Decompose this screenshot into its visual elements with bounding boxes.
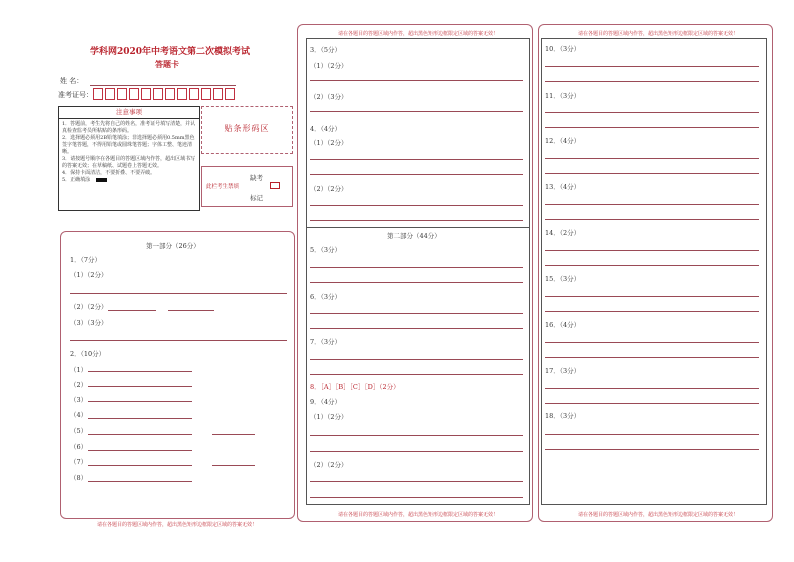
answer-line[interactable]	[310, 359, 523, 360]
answer-line[interactable]	[88, 401, 192, 402]
q2-sub-label: （1）	[70, 366, 88, 374]
answer-line[interactable]	[70, 293, 287, 294]
answer-line[interactable]	[310, 451, 523, 452]
warning-bottom-right: 请在各题目的答题区域内作答，超出黑色矩形边框限定区域的答案无效！	[577, 512, 739, 518]
exam-subtitle: 答题卡	[155, 59, 179, 69]
answer-line[interactable]	[310, 497, 523, 498]
q1-1-label: （1）（2分）	[70, 271, 108, 279]
answer-line[interactable]	[88, 371, 192, 372]
q9-2-label: （2）（2分）	[310, 461, 348, 469]
q16-label: 16．（4分）	[545, 321, 581, 329]
filled-mark-icon	[96, 178, 107, 182]
answer-line[interactable]	[545, 204, 759, 205]
part2-title: 第二部分（44分）	[387, 232, 441, 240]
q6-label: 6．（3分）	[310, 293, 342, 301]
q4-label: 4．（4分）	[310, 125, 342, 133]
q17-label: 17．（3分）	[545, 367, 581, 375]
barcode-area	[201, 106, 293, 154]
notice-box	[58, 106, 200, 211]
answer-line[interactable]	[545, 112, 759, 113]
q3-label: 3．（5分）	[310, 46, 342, 54]
id-cell[interactable]	[165, 88, 175, 100]
q3-1-label: （1）（2分）	[310, 62, 348, 70]
q9-1-label: （1）（2分）	[310, 413, 348, 421]
q14-label: 14．（2分）	[545, 229, 581, 237]
answer-line[interactable]	[310, 267, 523, 268]
id-cell[interactable]	[189, 88, 199, 100]
answer-line[interactable]	[310, 220, 523, 221]
answer-line[interactable]	[212, 465, 255, 466]
q2-label: 2．（10分）	[70, 350, 106, 358]
answer-line[interactable]	[310, 282, 523, 283]
answer-line[interactable]	[545, 403, 759, 404]
answer-line[interactable]	[545, 449, 759, 450]
q2-sub-label: （4）	[70, 411, 88, 419]
notice-item: 1．答题前，考生先将自己的姓名，准考证号填写清楚，并认真检查监考员所粘贴的条形码。	[62, 121, 196, 134]
id-cell[interactable]	[225, 88, 235, 100]
id-cell[interactable]	[213, 88, 223, 100]
absent-checkbox[interactable]	[270, 182, 280, 189]
answer-line[interactable]	[545, 434, 759, 435]
answer-line[interactable]	[88, 465, 192, 466]
q1-label: 1．（7分）	[70, 256, 102, 264]
notice-title: 注意事项	[59, 107, 199, 119]
q10-label: 10．（3分）	[545, 45, 581, 53]
warning-bottom-left: 请在各题目的答题区域内作答，超出黑色矩形边框限定区域的答案无效！	[96, 522, 258, 528]
q9-label: 9．（4分）	[310, 398, 342, 406]
answer-line[interactable]	[545, 342, 759, 343]
notice-item: 2．选择题必须用2B铅笔填涂；非选择题必须用0.5mm黑色签字笔答题，不得用铅笔或圆珠笔答题；字体工整、笔迹清晰。	[62, 135, 195, 155]
q2-sub-label: （3）	[70, 396, 88, 404]
notice-item: 3．请按题号顺序在各题目的答题区域内作答，超出区域书写的答案无效；在草稿纸、试题卷上答题无效。	[62, 156, 196, 169]
absent-label: 缺考	[250, 174, 263, 182]
notice-example: 5．正确填涂	[62, 177, 196, 184]
name-label: 姓 名：	[60, 77, 84, 85]
q15-label: 15．（3分）	[545, 275, 581, 283]
q1-3-label: （3）（3分）	[70, 319, 108, 327]
name-field[interactable]	[90, 85, 236, 86]
answer-line[interactable]	[545, 66, 759, 67]
answer-line[interactable]	[310, 174, 523, 175]
col2-divider	[306, 227, 530, 228]
absent-label-2: 标记	[250, 194, 263, 202]
q4-2-label: （2）（2分）	[310, 185, 348, 193]
answer-line[interactable]	[545, 81, 759, 82]
answer-line[interactable]	[545, 265, 759, 266]
id-cell[interactable]	[177, 88, 187, 100]
answer-line[interactable]	[108, 310, 156, 311]
answer-line[interactable]	[310, 80, 523, 81]
answer-line[interactable]	[545, 388, 759, 389]
id-cell[interactable]	[153, 88, 163, 100]
q1-2-label: （2）（2分）	[70, 303, 108, 311]
q2-sub-label: （5）	[70, 427, 88, 435]
q13-label: 13．（4分）	[545, 183, 581, 191]
id-cell[interactable]	[201, 88, 211, 100]
id-cell[interactable]	[129, 88, 139, 100]
id-cell[interactable]	[117, 88, 127, 100]
answer-line[interactable]	[545, 357, 759, 358]
answer-line[interactable]	[310, 435, 523, 436]
barcode-label: 贴条形码区	[224, 124, 270, 133]
warning-top-middle: 请在各题目的答题区域内作答，超出黑色矩形边框限定区域的答案无效！	[337, 31, 499, 37]
id-label: 准考证号：	[58, 91, 93, 99]
answer-line[interactable]	[310, 313, 523, 314]
id-cell[interactable]	[141, 88, 151, 100]
absent-mark-area	[201, 166, 293, 207]
answer-line[interactable]	[310, 481, 523, 482]
q11-label: 11．（3分）	[545, 92, 581, 100]
answer-line[interactable]	[545, 127, 759, 128]
answer-line[interactable]	[212, 434, 255, 435]
answer-line[interactable]	[545, 219, 759, 220]
id-cell[interactable]	[105, 88, 115, 100]
answer-line[interactable]	[88, 418, 192, 419]
answer-line[interactable]	[310, 205, 523, 206]
q3-2-label: （2）（3分）	[310, 93, 348, 101]
q12-label: 12．（4分）	[545, 137, 581, 145]
exam-title: 学科网2020年中考语文第二次模拟考试	[90, 47, 251, 57]
warning-top-right: 请在各题目的答题区域内作答，超出黑色矩形边框限定区域的答案无效！	[577, 31, 739, 37]
answer-line[interactable]	[310, 374, 523, 375]
answer-line[interactable]	[545, 250, 759, 251]
answer-line[interactable]	[310, 111, 523, 112]
q5-label: 5．（3分）	[310, 246, 342, 254]
answer-line[interactable]	[545, 311, 759, 312]
q2-sub-label: （8）	[70, 474, 88, 482]
answer-line[interactable]	[310, 328, 523, 329]
answer-line[interactable]	[545, 158, 759, 159]
answer-line[interactable]	[545, 173, 759, 174]
answer-line[interactable]	[88, 434, 192, 435]
warning-bottom-middle: 请在各题目的答题区域内作答，超出黑色矩形边框限定区域的答案无效！	[337, 512, 499, 518]
answer-line[interactable]	[168, 310, 214, 311]
q8-choice[interactable]: 8．［A］［B］［C］［D］（2分）	[310, 383, 400, 391]
part1-title: 第一部分（26分）	[146, 242, 200, 250]
q4-1-label: （1）（2分）	[310, 139, 348, 147]
notice-item: 4．保持卡面清洁，不要折叠、不要弄破。	[62, 170, 156, 176]
q2-sub-label: （6）	[70, 443, 88, 451]
answer-line[interactable]	[545, 296, 759, 297]
q18-label: 18．（3分）	[545, 412, 581, 420]
q7-label: 7．（3分）	[310, 338, 342, 346]
q2-sub-label: （2）	[70, 381, 88, 389]
answer-line[interactable]	[88, 481, 192, 482]
answer-line[interactable]	[88, 386, 192, 387]
answer-line[interactable]	[70, 340, 287, 341]
id-cell[interactable]	[93, 88, 103, 100]
q2-sub-label: （7）	[70, 458, 88, 466]
answer-line[interactable]	[88, 450, 192, 451]
absent-note: 此栏考生禁填	[206, 184, 240, 190]
answer-line[interactable]	[310, 159, 523, 160]
